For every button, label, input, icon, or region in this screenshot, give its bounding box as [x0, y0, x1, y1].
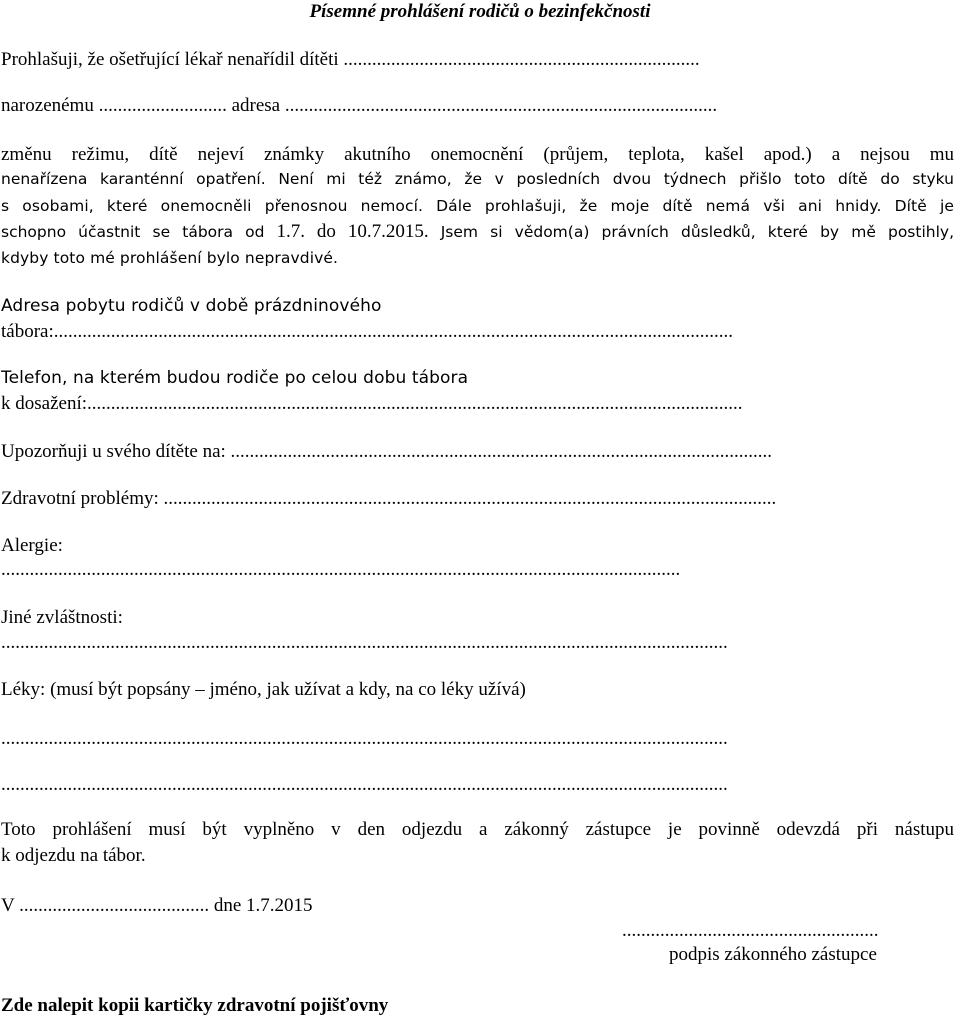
phone-label: Telefon, na kterém budou rodiče po celou dobu tábora: [1, 368, 469, 388]
allergies-label: Alergie:: [1, 535, 63, 556]
other-specifics-label: Jiné zvláštnosti:: [1, 607, 123, 628]
declaration-line-6b: 1.7. do 10.7.2015.: [264, 221, 429, 242]
declaration-line-3: změnu režimu, dítě nejeví známky akutního onemocnění (průjem, teplota, kašel apod.) a nejsou mu: [1, 144, 954, 165]
notice-line-1: Toto prohlášení musí být vyplněno v den odjezdu a zákonný zástupce je povinně odevzdá při nástupu: [1, 819, 954, 840]
other-specifics-field: .........................................................................................................................................................: [1, 632, 728, 653]
declaration-line-4: [1, 167, 954, 191]
allergies-field: ...............................................................................................................................................: [1, 559, 681, 580]
warnings-field: Upozorňuji u svého dítěte na: ..................................................................................................................: [1, 441, 773, 462]
health-problems-field: Zdravotní problémy: .................................................................................................................................: [1, 488, 777, 509]
place-date-line: V ........................................ dne 1.7.2015: [1, 895, 313, 916]
medication-label: Léky: (musí být popsány – jméno, jak užívat a kdy, na co léky užívá): [1, 679, 526, 700]
declaration-line-1: Prohlašuji, že ošetřující lékař nenařídil dítěti ...........................................................................: [1, 49, 700, 70]
declaration-line-2: narozenému ........................... adresa ...........................................................................................: [1, 95, 718, 116]
declaration-line-7: kdyby toto mé prohlášení bylo nepravdivé.: [1, 249, 339, 267]
medication-field-1: .........................................................................................................................................................: [1, 728, 728, 749]
notice-line-2: k odjezdu na tábor.: [1, 845, 146, 866]
declaration-line-4b: Není mi též známo, že v posledních dvou týdnech přišlo toto dítě do styku: [265, 170, 955, 188]
declaration-line-6a: schopno účastnit se tábora od: [1, 223, 265, 241]
parents-address-field: tábora:...............................................................................................................................................: [1, 321, 734, 342]
declaration-line-6: [1, 220, 954, 244]
medication-field-2: .........................................................................................................................................................: [1, 774, 728, 795]
declaration-line-4a: nenařízena karanténní opatření.: [1, 170, 266, 188]
phone-field: k dosažení:..........................................................................................................................................: [1, 393, 743, 414]
declaration-line-6c: Jsem si vědom(a) právních důsledků, které by mě postihly,: [428, 223, 954, 241]
document-title: Písemné prohlášení rodičů o bezinfekčnosti: [309, 1, 651, 22]
declaration-line-5: s osobami, které onemocněli přenosnou nemocí. Dále prohlašuji, že moje dítě nemá vši ani hnidy. Dítě je: [1, 197, 954, 215]
signature-dots: ......................................................: [622, 920, 879, 941]
parents-address-label: Adresa pobytu rodičů v době prázdninového: [1, 296, 382, 316]
insurance-card-note: Zde nalepit kopii kartičky zdravotní pojišťovny: [1, 995, 389, 1016]
signature-label: podpis zákonného zástupce: [669, 944, 877, 965]
